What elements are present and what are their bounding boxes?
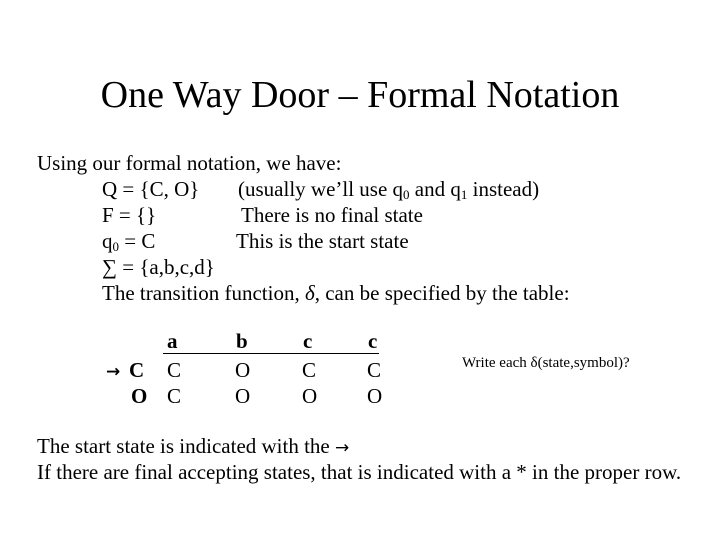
final-states-definition: F = {} <box>102 203 157 227</box>
table-cell: O <box>367 384 383 408</box>
table-cell: C <box>367 358 382 382</box>
table-header-cell: a <box>167 329 178 353</box>
table-row-label: O <box>131 384 148 408</box>
table-cell: C <box>167 384 182 408</box>
table-row-label: C <box>129 358 145 382</box>
table-header-cell: c <box>368 329 378 353</box>
states-definition: Q = {C, O} <box>102 177 200 201</box>
table-cell: O <box>235 358 251 382</box>
table-header-cell: b <box>236 329 248 353</box>
question-note: Write each δ(state,symbol)? <box>462 355 630 371</box>
states-note: (usually we’ll use $q_0$ and $q_1$ instead) <box>238 177 540 202</box>
alphabet-definition: ∑ = {a,b,c,d} <box>102 255 215 279</box>
intro-text: Using our formal notation, we have: <box>37 151 342 175</box>
final-state-indicator-text: If there are final accepting states, that is indicated with a * in the proper row. <box>37 460 682 484</box>
arrow-icon: → <box>335 438 350 458</box>
table-cell: O <box>302 384 318 408</box>
start-state-note: This is the start state <box>236 229 409 253</box>
start-state-arrow-icon: → <box>106 362 121 382</box>
table-header-rule <box>163 353 379 354</box>
table-cell: O <box>235 384 251 408</box>
table-cell: C <box>167 358 182 382</box>
transition-function-text: The transition function, δ, can be specified by the table: <box>102 281 570 305</box>
start-state-definition: $q_0 = C$ <box>102 229 156 254</box>
start-state-indicator-text: The start state is indicated with the → <box>37 434 350 458</box>
delta-symbol: δ <box>304 281 315 305</box>
final-states-note: There is no final state <box>241 203 423 227</box>
table-cell: C <box>302 358 317 382</box>
table-header-cell: c <box>303 329 313 353</box>
slide-title: One Way Door – Formal Notation <box>100 74 620 116</box>
